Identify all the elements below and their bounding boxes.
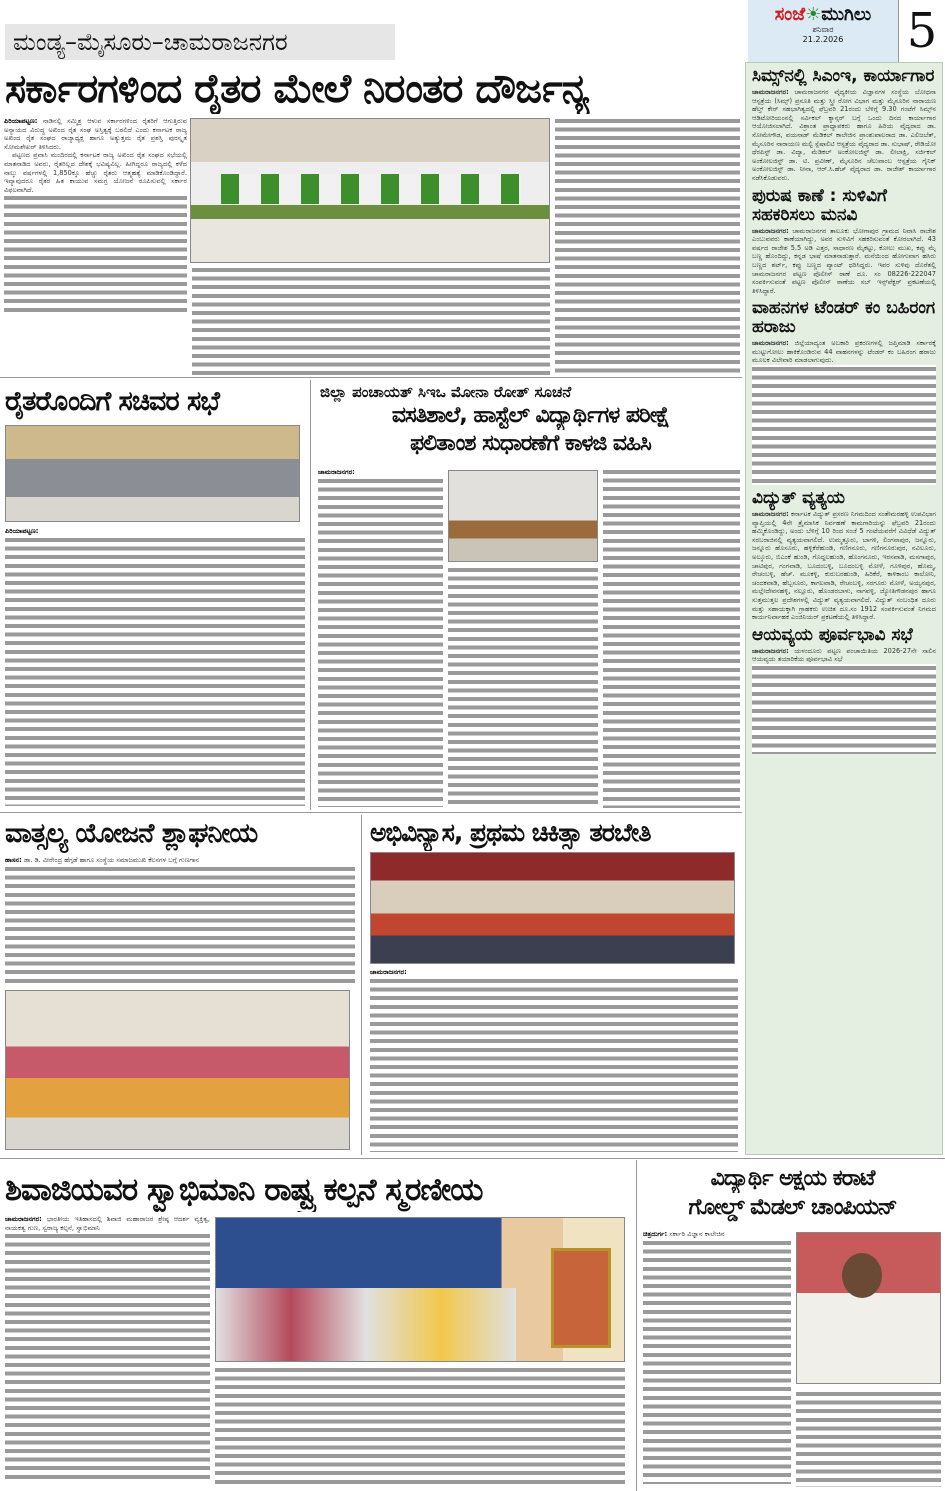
shivaji-text: ಭಾರತೀಯ ಇತಿಹಾಸದಲ್ಲಿ ಶಿವಾಜಿ ಮಹಾರಾಜರ ಶ್ರೇಷ್ಠ ಆದರ್ಶ ವ್ಯಕ್ತಿತ್ವ, ನಾಯಕತ್ವ ಗುಣ, ಸ್ವರಾಜ್ಯ ಕಲ್ಪನೆ, ಸ್ವಾಭಿಮಾನಿ [5, 1215, 210, 1232]
vatsalya-body [5, 856, 355, 986]
karate-photo [796, 1232, 941, 1384]
brief-text: ಚಾಮರಾಜನಗರ ವೈದ್ಯಕೀಯ ವಿಜ್ಞಾನಗಳ ಸಂಸ್ಥೆಯ ಬೋಧನಾ ಆಸ್ಪತ್ರೆಯ (ಸಿಮ್ಸ್) ಪ್ರಸೂತಿ ಮತ್ತು ಸ್ತ್ರೀ ರೋಗ ವಿಭಾಗ ಮತ್ತು ಮೈಸೂರಿನ ನಾರಾಯಣ ಹೆಲ್ತ್ ಕೇರ್ ಸಹಭಾಗಿತ್ವದಲ್ಲಿ ಫೆಬ್ರವರಿ 21ರಂದು ಬೆಳಿಗ್ಗೆ 9.30 ಗಂಟೆಗೆ ಸಿಮ್ಸ್‌ನ ಆಡಿಟೋರಿಯಂನಲ್ಲಿ ಸರ್ವಿಕಲ್ ಕ್ಯಾನ್ಸರ್ ಬಗ್ಗೆ ಒಂದು ದಿನದ ಕಾರ್ಯಾಗಾರ ಆಯೋಜಿಸಲಾಗಿದೆ. ವಿಶ್ರಾಂತ ಪ್ರಾಧ್ಯಾಪಕರು ಹಾಗೂ ಹಿರಿಯ ವೈದ್ಯರಾದ ಡಾ. ಸೋಮೇಗೌಡ, ವಯನಾಡ್ ಮೆಡಿಕಲ್ ಕಾಲೇಜಿನ ಪ್ರಾಂಶುಪಾಲರಾದ ಡಾ. ಎಲಿಜಬೆತ್, ಮೈಸೂರಿನ ನಾರಾಯಣ ಮಲ್ಟಿ ಸ್ಪೆಷಾಲಿಟಿ ಆಸ್ಪತ್ರೆಯ ವೈದ್ಯರಾದ ಡಾ. ಸುಭಾಷ್, ರೇಡಿಯೋ ಥೆರಪಿಸ್ಟ್ ಡಾ. ವಿದ್ಯಾ, ಮೆಡಿಕಲ್ ಅಂಕೋಲಜಿಸ್ಟ್ ಡಾ. ಲೀಲಾಕ್ಷಿ, ಸರ್ಜಿಕಲ್ ಅಂಕೋಲಜಿಸ್ಟ್ ಡಾ. ಟಿ. ಪ್ರವೀಣ್, ಮೈಸೂರಿನ ಚೆಲುವಾಂಬ ಆಸ್ಪತ್ರೆಯ ಗೈನಿಕ್ ಅಂಕೋಲಜಿಸ್ಟ್ ಡಾ. ನೀನಾ, ಆರ್.ಸಿ.ಹೆಚ್ ವೈದ್ಯರಾದ ಡಾ. ರಾಜೇಶ್ ಕಾರ್ಯಾಗಾರ ನಡೆಸಿಕೊಡುವರು. [752, 88, 936, 182]
lead-photo [190, 118, 550, 263]
shivaji-dateline: ಚಾಮರಾಜನಗರ: [5, 1215, 42, 1223]
hostel-body-col2 [448, 566, 598, 808]
shivaji-body-under-photo [215, 1366, 625, 1487]
brief-missing-person [746, 187, 942, 296]
brief-headline: ಪುರುಷ ಕಾಣೆ : ಸುಳಿವಿಗೆ ಸಹಕರಿಸಲು ಮನವಿ [752, 185, 887, 225]
brief-dateline: ಚಾಮರಾಜನಗರ: [752, 88, 789, 96]
brief-text: ಚಾಮರಾಜನಗರ ತಾಲೂಕು ಭೋಗಾಪುರ ಗ್ರಾಮದ ನಿವಾಸಿ ರಾಜೇಶ ಎಂಬುವವರು ಕಾಣೆಯಾಗಿದ್ದು, ಅವರ ಸುಳಿವಿಗೆ ಸಹಕರಿಸುವಂತೆ ಕೋರಲಾಗಿದೆ. 43 ವರ್ಷದ ರಾಜೇಶ 5.5 ಅಡಿ ಎತ್ತರ, ಸಾಧಾರಣ ಮೈಕಟ್ಟು, ಕೋಲು ಮುಖ, ಕಪ್ಪು ಮೈ ಬಣ್ಣ ಹೊಂದಿದ್ದು, ಕನ್ನಡ ಭಾಷೆ ಮಾತನಾಡುತ್ತಾರೆ. ಮನೆಯಿಂದ ಹೋಗುವಾಗ ಹಸಿರು ಬಣ್ಣದ ಶರ್ಟ್, ಕಪ್ಪು ಬಣ್ಣದ ಪ್ಯಾಂಟ್ ಧರಿಸಿದ್ದರು. ಇವರ ಸುಳಿವು ದೊರೆತಲ್ಲಿ ಚಾಮರಾಜನಗರ ಪಟ್ಟಣ ಪೊಲೀಸ್ ಠಾಣೆ ದೂ. ಸಂ 08226-222047 ಸಂಪರ್ಕಿಸುವಂತೆ ಪಟ್ಟಣ ಪೊಲೀಸ್ ಠಾಣೆಯ ಸಬ್ ಇನ್ಸ್‌ಪೆಕ್ಟರ್ ಪ್ರಕಟಣೆಯಲ್ಲಿ ತಿಳಿಸಿದ್ದಾರೆ. [752, 226, 936, 295]
text-filler [4, 194, 187, 314]
brief-dateline: ಚಾಮರಾಜನಗರ: [752, 646, 789, 655]
vatsalya-photo [5, 990, 350, 1150]
brief-dateline: ಚಾಮರಾಜನಗರ: [752, 510, 789, 519]
karate-headline-2: ಗೋಲ್ಡ್ ಮೆಡಲ್ ಚಾಂಪಿಯನ್ [688, 1195, 897, 1220]
hostel-kicker: ಜಿಲ್ಲಾ ಪಂಚಾಯತ್ ಸಿಇಒ ಮೋನಾ ರೋತ್ ಸೂಚನೆ [320, 383, 572, 401]
karate-dateline: ಚಿತ್ರದುರ್ಗ: [643, 1230, 668, 1238]
day: ಶನಿವಾರ [812, 25, 834, 34]
lead-body-under-photo [192, 266, 550, 375]
brief-dateline: ಚಾಮರಾಜನಗರ: [752, 226, 789, 235]
lead-text2: ಪಟ್ಟಣದ ಪ್ರವಾಸಿ ಮಂದಿರದಲ್ಲಿ ಕರ್ನಾಟಕ ರಾಜ್ಯ ಅಖಿಂದ ರೈತ ಸಂಘದ ಸಭೆಯಲ್ಲಿ ಮಾತನಾಡಿದ ಅವರು, ರೈತರಿಲ್ಲದ ದೇಶಕ್ಕೆ ಭವಿಷ್ಯವಿಲ್ಲ. ಹೀಗಿದ್ದರೂ ರಾಜ್ಯದಲ್ಲಿ ಕಳೆದ ನಾಲ್ಕು ವರ್ಷಗಳಲ್ಲಿ 1,850ಕ್ಕೂ ಹೆಚ್ಚು ರೈತರು ಆತ್ಮಹತ್ಯೆ ಮಾಡಿಕೊಂಡಿದ್ದಾರೆ. ಇವ್ಯಾವುದರೂ ರೈತರ ಹಿತ ಕಾಯುವ ಸಮಗ್ರ ಯೋಜನೆ ರೂಪಿಸುವಲ್ಲಿ ಸರ್ಕಾರ ವಿಫಲವಾಗಿದೆ. [4, 151, 187, 194]
farmers-meeting-body [5, 527, 305, 807]
vatsalya-dateline: ಹಾಸನ: [5, 856, 22, 864]
brief-vehicle-auction [746, 299, 942, 485]
hostel-body-col3 [603, 468, 740, 808]
hostel-dateline: ಚಾಮರಾಜನಗರ: [318, 468, 355, 476]
lead-headline: ಸರ್ಕಾರಗಳಿಂದ ರೈತರ ಮೇಲೆ ನಿರಂತರ ದೌರ್ಜನ್ಯ [5, 66, 589, 112]
sidebar-briefs [745, 62, 943, 1155]
brand-part1: ಸಂಜೆ [774, 4, 806, 25]
brief-headline: ವಿದ್ಯುತ್ ವ್ಯತ್ಯಯ [752, 488, 845, 509]
hostel-headline-2: ಫಲಿತಾಂಶ ಸುಧಾರಣೆಗೆ ಕಾಳಜಿ ವಹಿಸಿ [410, 431, 651, 456]
brief-budget-meeting [746, 626, 942, 754]
lead-body-col3 [555, 117, 740, 375]
brief-text: ಕರ್ನಾಟಕ ವಿದ್ಯುತ್ ಪ್ರಸರಣ ನಿಗಮದಿಂದ ಸಂತೇಮರಹಳ್ಳಿ ಉಪವಿಭಾಗ ವ್ಯಾಪ್ತಿಯಲ್ಲಿ 4ನೇ ತ್ರೈಮಾಸಿಕ ನಿರ್ವಹಣೆ ಕಾಮಗಾರಿಯನ್ನು ಫೆಬ್ರವರಿ 21ರಂದು ಹಮ್ಮಿಕೊಂಡಿದ್ದು, ಅಂದು ಬೆಳಿಗ್ಗೆ 10 ರಿಂದ ಸಂಜೆ 5 ಗಂಟೆಯವರೆಗೆ ವಿವಿಧೆಡೆ ವಿದ್ಯುತ್ ಸರಬರಾಜಿನಲ್ಲಿ ವ್ಯತ್ಯಯವಾಗಲಿದೆ. ಉಮ್ಮತ್ತೂರು, ಬಾಗಳಿ, ಲಿಂಗನಾಪುರ, ಜನ್ನೂರು, ಜನ್ನೂರು ಹೊಸೂರು, ಹಳ್ಳಿಕೆರೆಹುಂಡಿ, ಗಣಿಗನೂರು, ಗಣಿಗನೂರುಪುರ, ನವಿಲೂರು, ಅಲ್ಕೂರು, ಬಿಎಂಕೆ ಹುಂಡಿ, ಗೊದ್ದಲಹುಂಡಿ, ಹೊಂಗನೂರು, ಇರಸವಾಡಿ, ಮಸಗಾಪುರ, ಚಾಟಿಪುರ, ಗಂಗವಾಡಿ, ಬೂದಂಬಳ್ಳಿ, ಬೂದಂಬಳ್ಳಿ ಮೋಳೆ, ಗೂಳಿಪುರ, ಹೊಮ್ಮ, ರೇಚಂಬಳ್ಳಿ, ಹೆಚ್. ಮೂಕಳ್ಳಿ, ಕುರುಬರಹುಂಡಿ, ಹಿರಿಕೆರೆ, ಕಾಳಿಕಾಂಬ ಕಾಲೋನಿ, ಚಂದಕವಾಡಿ, ಹೆಬ್ಬಸೂರು, ಕಾಗಲವಾಡಿ, ರೇಚಂಬಳ್ಳಿ, ಸರಗೂರು ಮೋಳೆ, ಅಯ್ಯನಪುರ, ಮಲ್ಲೇದೇವನಹಳ್ಳಿ, ನಲ್ಲೂರು, ಹೊಂಡರಬಾಳು, ನಾಗವಳ್ಳಿ, ಜ್ಯೋತಿಗೌಡನಪುರ ಹಾಗೂ ಸುತ್ತಮುತ್ತಲ ಪ್ರದೇಶಗಳಲ್ಲಿ ವಿದ್ಯುತ್ ವ್ಯತ್ಯಯವಾಗಲಿದೆ. ವಿದ್ಯುತ್ ಸಂಬಂಧಿತ ದೂರು ಮತ್ತು ಸಹಾಯಕ್ಕಾಗಿ ಗ್ರಾಹಕರು ಉಚಿತ ದೂ.ಸಂ 1912 ಸಂಪರ್ಕಿಸುವಂತೆ ನಿಗಮದ ಕಾರ್ಯನಿರ್ವಾಹಕ ಎಂಜಿನಿಯರ್ ಪ್ರಕಟಣೆಯಲ್ಲಿ ತಿಳಿಸಿದ್ದಾರೆ. [752, 510, 936, 622]
karate-text: ಸರ್ಕಾರಿ ವಿಜ್ಞಾನ ಕಾಲೇಜಿನ [669, 1230, 725, 1238]
brief-text: ಯಳಂದೂರು ಪಟ್ಟಣ ಪಂಚಾಯಿತಿಯ 2026-27ನೇ ಸಾಲಿನ ಆಯವ್ಯಯ ತಯಾರಿಕೆಯ ಪೂರ್ವಭಾವಿ ಸಭೆ [752, 646, 936, 664]
shivaji-photo [215, 1217, 625, 1362]
brief-power-cut [746, 489, 942, 622]
section-title: ಮಂಡ್ಯ–ಮೈಸೂರು–ಚಾಮರಾಜನಗರ [5, 24, 395, 60]
shivaji-body-col1 [5, 1215, 210, 1487]
hostel-headline-1: ವಸತಿಶಾಲೆ, ಹಾಸ್ಟೆಲ್ ವಿದ್ಯಾರ್ಥಿಗಳ ಪರೀಕ್ಷೆ [391, 403, 670, 428]
vatsalya-headline: ವಾತ್ಸಲ್ಯ ಯೋಜನೆ ಶ್ಲಾಘನೀಯ [5, 818, 258, 849]
shivaji-headline: ಶಿವಾಜಿಯವರ ಸ್ವಾಭಿಮಾನಿ ರಾಷ್ಟ್ರ ಕಲ್ಪನೆ ಸ್ಮರಣೀಯ [5, 1172, 483, 1208]
lead-dateline: ಪಿರಿಯಾಪಟ್ಟಣ: [4, 117, 38, 125]
lead-text1: ನಾಡಿನಲ್ಲಿ ಸಮ್ಮಿಶ್ರ ಆಳುವ ಸರ್ಕಾರಗಳಿಂದ ರೈತರಿಗೆ ಆಗುತ್ತಿರುವ ಅನ್ಯಾಯದ ವಿರುದ್ಧ ಅಖಿಂದ ರೈತ ಸಂಘ ಅಸ್ತಿತ್ವಕ್ಕೆ ಬರಲಿದೆ ಎಂದು ಕರ್ನಾಟಕ ರಾಜ್ಯ ಅಖಿಂದ ರೈತ ಸಂಘದ ರಾಜ್ಯಾಧ್ಯಕ್ಷ ಹಾಗೂ ಅತ್ಯುತ್ತಮ ರೈತ ಪ್ರಶಸ್ತಿ ಪುರಸ್ಕೃತ ಸೋಮಶೇಖರ್ ತಿಳಿಸಿದರು. [4, 117, 187, 151]
karate-headline-1: ವಿದ್ಯಾರ್ಥಿ ಅಕ್ಷಯ ಕರಾಟೆ [710, 1166, 875, 1191]
brief-headline: ಆಯವ್ಯಯ ಪೂರ್ವಭಾವಿ ಸಭೆ [752, 624, 913, 645]
farmers-meeting-photo [5, 425, 300, 522]
date: 21.2.2026 [802, 35, 844, 44]
farmers-meeting-headline: ರೈತರೊಂದಿಗೆ ಸಚಿವರ ಸಭೆ [5, 386, 219, 417]
lead-body-col1 [4, 117, 187, 375]
palm-icon: ☀ [805, 4, 822, 25]
hostel-body-col1 [318, 468, 443, 808]
orientation-headline: ಅಭಿವಿನ್ಯಾಸ, ಪ್ರಥಮ ಚಿಕಿತ್ಸಾ ತರಬೇತಿ [370, 818, 651, 847]
brief-headline: ವಾಹನಗಳ ಟೆಂಡರ್ ಕಂ ಬಹಿರಂಗ ಹರಾಜು [752, 298, 936, 338]
karate-body-col2 [796, 1390, 941, 1487]
page-number: 5 [898, 0, 945, 62]
brief-cims [746, 67, 942, 183]
orientation-body [370, 968, 738, 1153]
karate-body-col1 [643, 1230, 791, 1487]
hostel-photo [448, 470, 598, 562]
brief-text: ಜಿಲ್ಲೆಯಾದ್ಯಂತ ಅಬಕಾರಿ ಪ್ರಕರಣಗಳಲ್ಲಿ ಜಪ್ತಿಮಾಡಿ ಸರ್ಕಾರಕ್ಕೆ ಮುಟ್ಟುಗೋಲು ಹಾಕಿಕೊಂಡಿರುವ 44 ವಾಹನಗಳನ್ನು ಟೆಂಡರ್ ಕಂ ಬಹಿರಂಗ ಹರಾಜು ಮೂಲಕ ವಿಲೇವಾರಿ ಮಾಡಲಾಗುವುದು. [752, 339, 936, 365]
orientation-photo [370, 852, 735, 964]
masthead-logo [748, 0, 898, 62]
brief-dateline: ಚಾಮರಾಜನಗರ: [752, 339, 789, 348]
farmers-meeting-dateline: ಪಿರಿಯಾಪಟ್ಟಣ: [5, 527, 39, 535]
vatsalya-text: ಡಾ. ಡಿ. ವೀರೇಂದ್ರ ಹೆಗ್ಗಡೆ ಹಾಗೂ ಸಂಸ್ಥೆಯ ಸಮಾಜಮುಖಿ ಕೆಲಸಗಳ ಬಗ್ಗೆ ಗುಣಗಾನ [23, 856, 199, 864]
brand-part2: ಮುಗಿಲು [821, 4, 872, 25]
brief-headline: ಸಿಮ್ಸ್‌ನಲ್ಲಿ ಸಿಎಂಇ, ಕಾರ್ಯಾಗಾರ [752, 66, 935, 86]
orientation-dateline: ಚಾಮರಾಜನಗರ: [370, 968, 407, 976]
